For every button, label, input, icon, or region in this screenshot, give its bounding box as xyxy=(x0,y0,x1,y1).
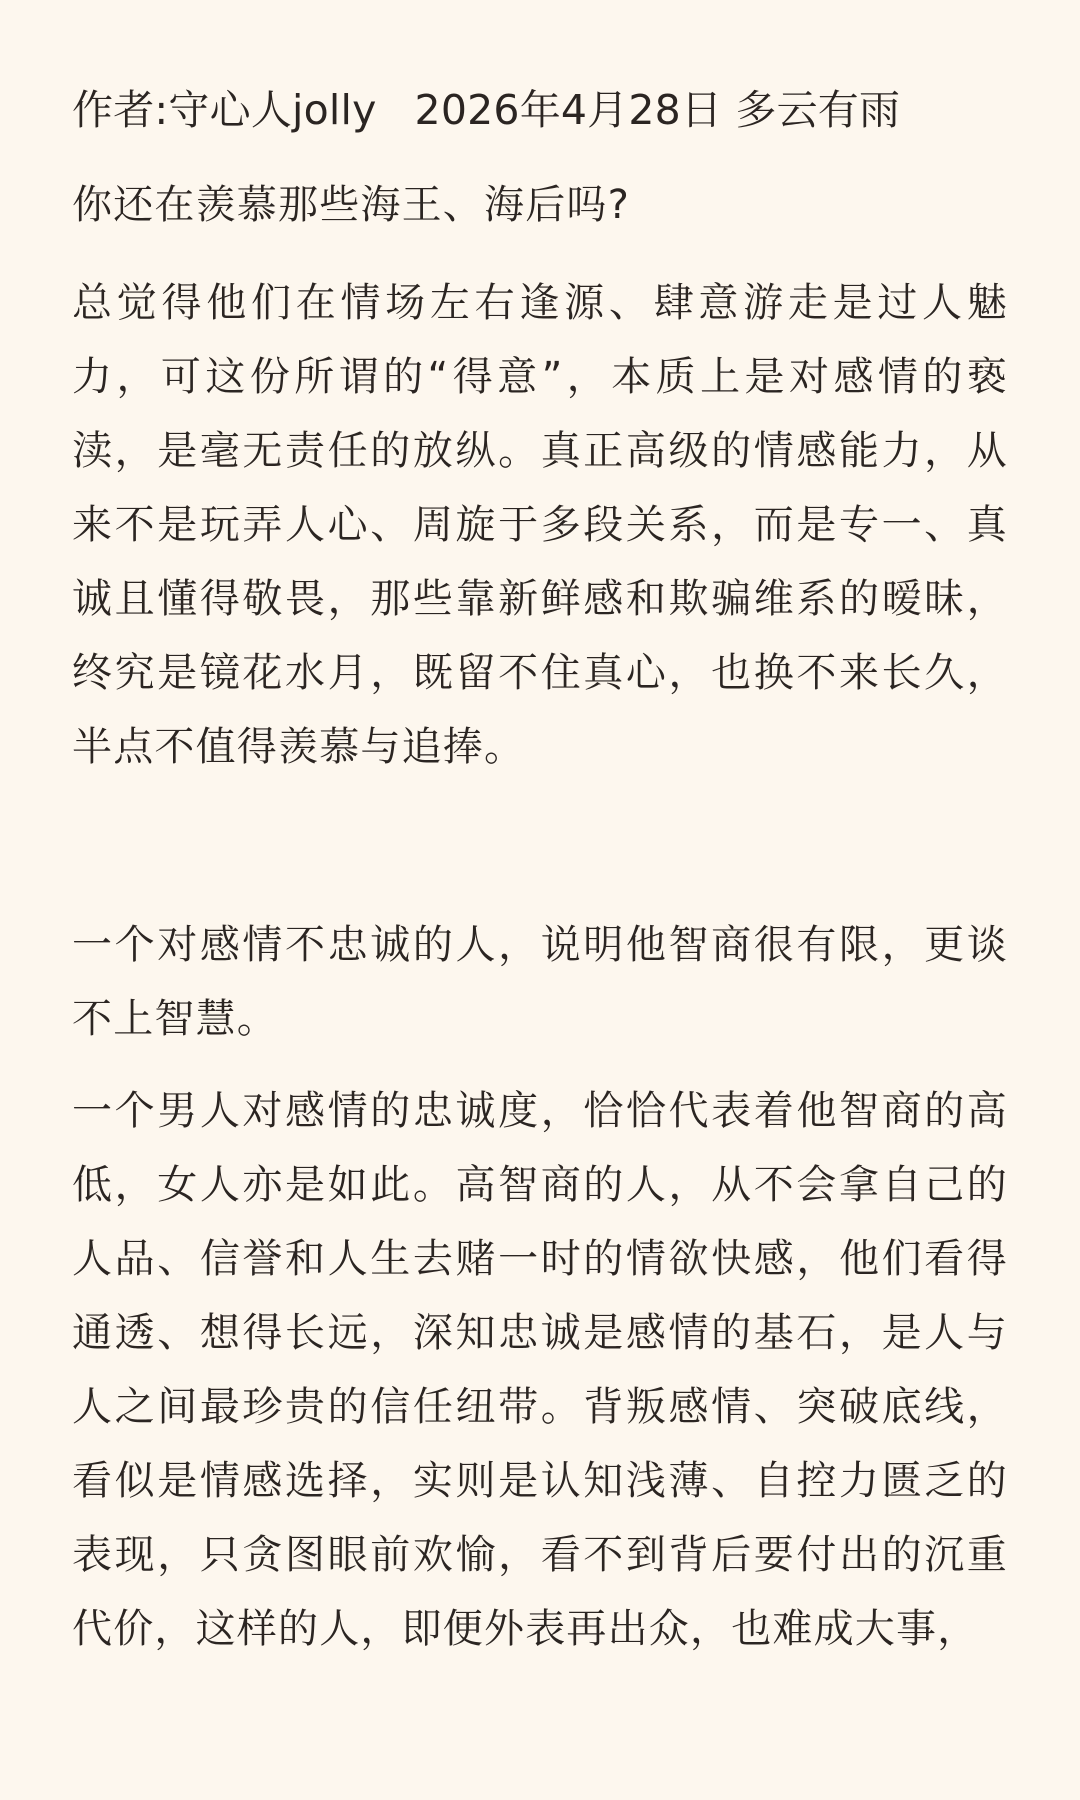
paragraph-1: 你还在羡慕那些海王、海后吗? xyxy=(72,182,631,228)
paragraph-3: 一个对感情不忠诚的人，说明他智商很有限，更谈不上智慧。 xyxy=(72,922,1008,1042)
article-header xyxy=(72,82,1008,138)
paragraph-2: 总觉得他们在情场左右逢源、肆意游走是过人魅力，可这份所谓的“得意”，本质上是对感情的亵渎，是毫无责任的放纵。真正高级的情感能力，从来不是玩弄人心、周旋于多段关系，而是专一、真诚且懂得敬畏，那些靠新鲜感和欺骗维系的暧昧，终究是镜花水月，既留不住真心，也换不来长久，半点不值得羡慕与追捧。 xyxy=(72,280,1008,770)
paragraph-4: 一个男人对感情的忠诚度，恰恰代表着他智商的高低，女人亦是如此。高智商的人，从不会拿自己的人品、信誉和人生去赌一时的情欲快感，他们看得通透、想得长远，深知忠诚是感情的基石，是人与人之间最珍贵的信任纽带。背叛感情、突破底线，看似是情感选择，实则是认知浅薄、自控力匮乏的表现，只贪图眼前欢愉，看不到背后要付出的沉重代价，这样的人，即便外表再出众，也难成大事， xyxy=(72,1088,1008,1652)
date-weather: 2026年4月28日 多云有雨 xyxy=(414,86,901,134)
author-label: 作者:守心人jolly xyxy=(72,86,377,134)
